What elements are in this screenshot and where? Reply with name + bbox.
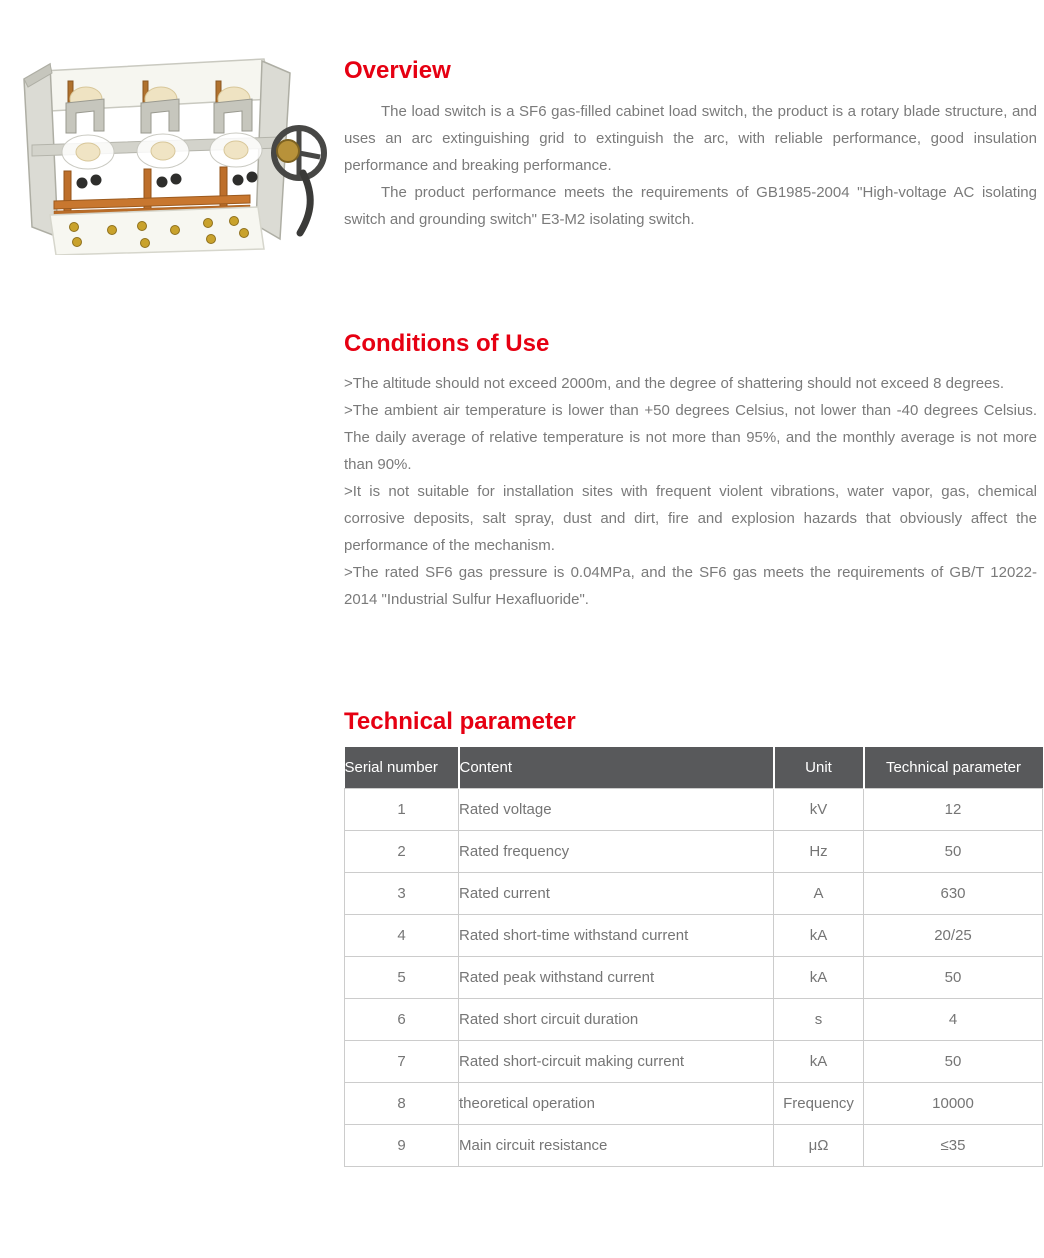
cell-serial-number: 8: [345, 1083, 459, 1125]
cell-content: Rated current: [459, 873, 774, 915]
cell-unit: Frequency: [774, 1083, 864, 1125]
table-header: [345, 747, 1043, 789]
table-row: [345, 789, 1043, 831]
condition-item: >The ambient air temperature is lower than +50 degrees Celsius, not lower than -40 degrees Celsius. The daily average of relative temperature is not more than 95%, and the monthly average is not more than 90%.: [344, 402, 1037, 473]
cell-technical-parameter: 50: [864, 1041, 1043, 1083]
table-row: [345, 915, 1043, 957]
overview-heading: Overview: [344, 57, 451, 84]
conditions-of-use-heading: Conditions of Use: [344, 330, 550, 357]
table-row: [345, 831, 1043, 873]
cell-content: theoretical operation: [459, 1083, 774, 1125]
cell-unit: kV: [774, 789, 864, 831]
product-photo: [12, 53, 332, 255]
condition-item: >The altitude should not exceed 2000m, and the degree of shattering should not exceed 8 degrees.: [344, 375, 1005, 392]
table-row: [345, 999, 1043, 1041]
table-row: [345, 1083, 1043, 1125]
cell-unit: Hz: [774, 831, 864, 873]
header-content: Content: [459, 747, 774, 789]
cell-serial-number: 3: [345, 873, 459, 915]
condition-item: >It is not suitable for installation sites with frequent violent vibrations, water vapor, gas, chemical corrosive deposits, salt spray, dust and dirt, fire and explosion hazards that obviously affect the performance of the mechanism.: [344, 483, 1037, 554]
cell-unit: kA: [774, 957, 864, 999]
overview-paragraph: The product performance meets the requirements of GB1985-2004 "High-voltage AC isolating switch and grounding switch" E3-M2 isolating switch.: [344, 184, 1037, 228]
technical-parameter-heading: Technical parameter: [344, 708, 576, 735]
cell-content: Rated peak withstand current: [459, 957, 774, 999]
cell-serial-number: 2: [345, 831, 459, 873]
cell-serial-number: 4: [345, 915, 459, 957]
conditions-of-use-items: [344, 370, 1037, 613]
cell-serial-number: 7: [345, 1041, 459, 1083]
cell-content: Rated short circuit duration: [459, 999, 774, 1041]
cell-unit: s: [774, 999, 864, 1041]
table-row: [345, 1125, 1043, 1167]
cell-serial-number: 1: [345, 789, 459, 831]
cell-technical-parameter: 50: [864, 957, 1043, 999]
cell-technical-parameter: 4: [864, 999, 1043, 1041]
load-switch-illustration: [12, 53, 332, 255]
table-row: [345, 1041, 1043, 1083]
cell-serial-number: 9: [345, 1125, 459, 1167]
table-row: [345, 873, 1043, 915]
cell-unit: kA: [774, 1041, 864, 1083]
cell-serial-number: 5: [345, 957, 459, 999]
cell-serial-number: 6: [345, 999, 459, 1041]
condition-item: >The rated SF6 gas pressure is 0.04MPa, and the SF6 gas meets the requirements of GB/T 12022-2014 "Industrial Sulfur Hexafluoride".: [344, 564, 1037, 608]
header-technical-parameter: Technical parameter: [864, 747, 1043, 789]
cell-technical-parameter: 12: [864, 789, 1043, 831]
overview-paragraphs: [344, 98, 1037, 233]
technical-parameter-table: [344, 747, 1043, 1167]
table-header-row: [345, 747, 1043, 789]
cell-technical-parameter: 20/25: [864, 915, 1043, 957]
cell-technical-parameter: 50: [864, 831, 1043, 873]
cell-content: Rated voltage: [459, 789, 774, 831]
header-serial-number: Serial number: [345, 747, 459, 789]
cell-technical-parameter: 630: [864, 873, 1043, 915]
cell-content: Rated short-circuit making current: [459, 1041, 774, 1083]
main-content: [344, 0, 1037, 1167]
cell-content: Rated short-time withstand current: [459, 915, 774, 957]
table-row: [345, 957, 1043, 999]
cell-content: Rated frequency: [459, 831, 774, 873]
header-unit: Unit: [774, 747, 864, 789]
table-body: [345, 789, 1043, 1167]
cell-unit: μΩ: [774, 1125, 864, 1167]
cell-unit: A: [774, 873, 864, 915]
cell-technical-parameter: ≤35: [864, 1125, 1043, 1167]
cell-content: Main circuit resistance: [459, 1125, 774, 1167]
overview-paragraph: The load switch is a SF6 gas-filled cabinet load switch, the product is a rotary blade structure, and uses an arc extinguishing grid to extinguish the arc, with reliable performance, good insulation performance and breaking performance.: [344, 103, 1037, 174]
cell-unit: kA: [774, 915, 864, 957]
cell-technical-parameter: 10000: [864, 1083, 1043, 1125]
